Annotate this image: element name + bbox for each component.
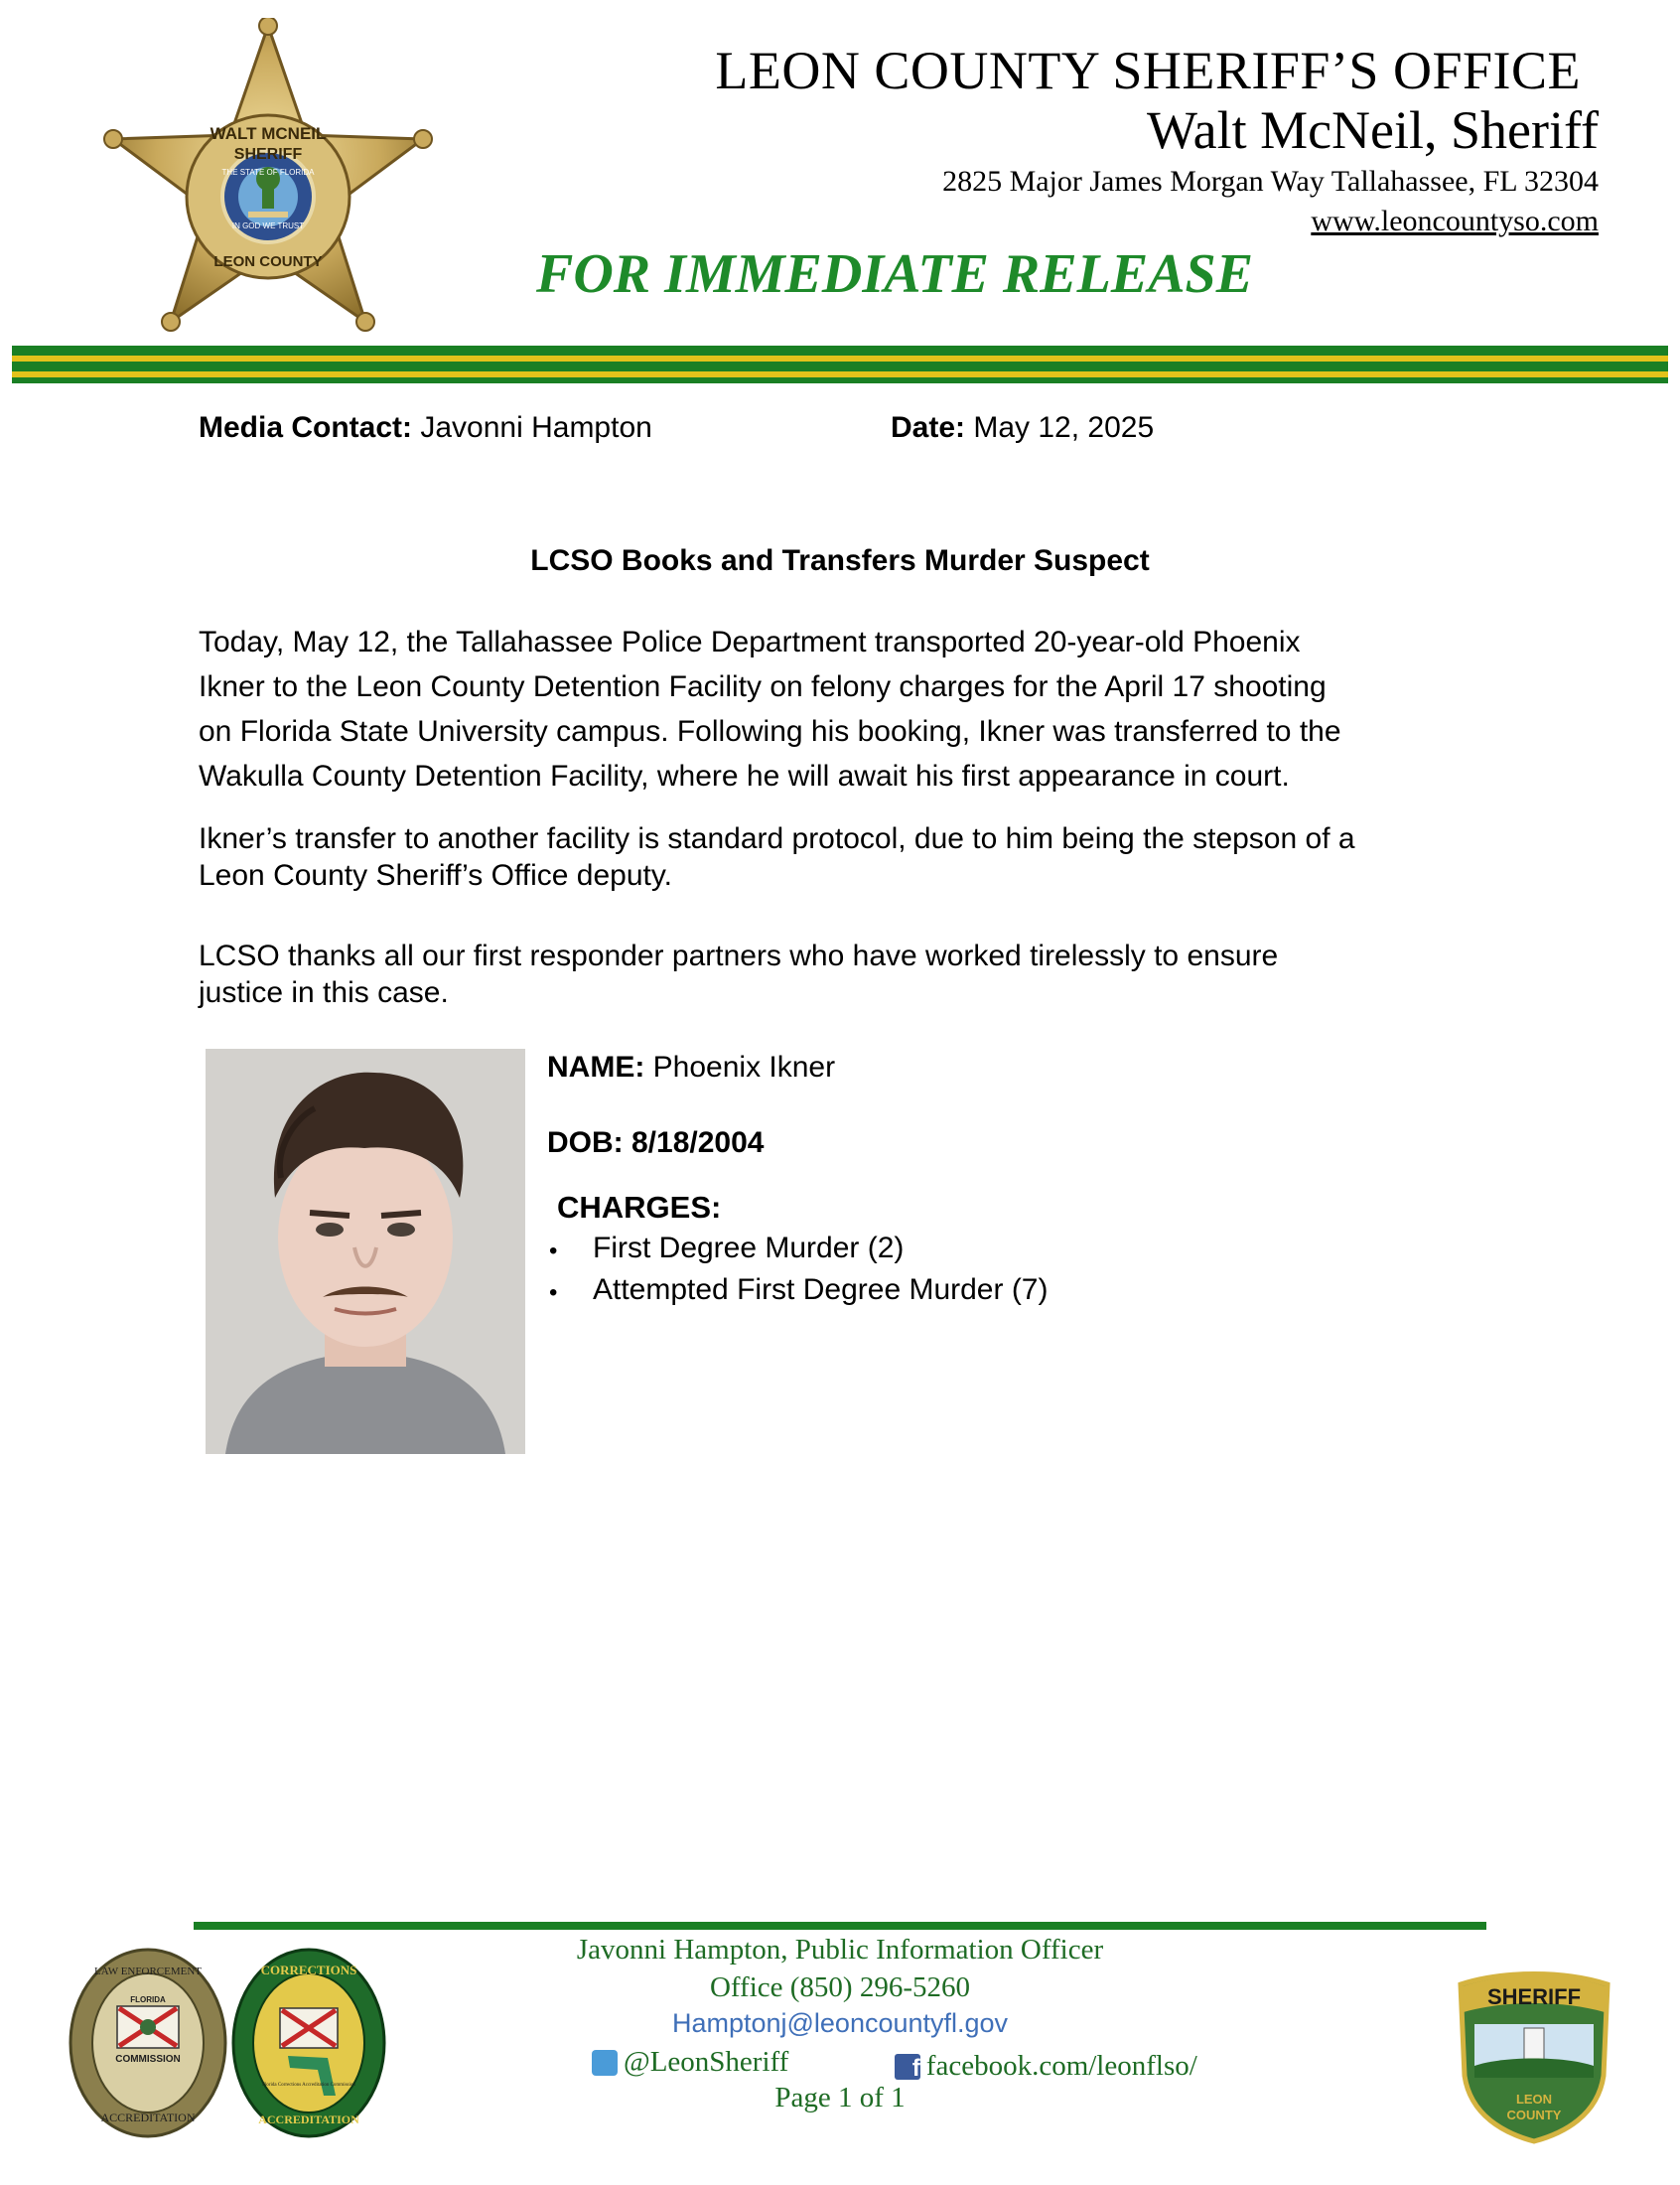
media-contact-value: Javonni Hampton: [412, 411, 652, 444]
bullet-icon: •: [549, 1238, 558, 1264]
facebook-link[interactable]: [895, 2050, 1197, 2083]
paragraph-line: Today, May 12, the Tallahassee Police Department transported 20-year-old Phoenix: [199, 626, 1301, 658]
release-date: [891, 411, 1154, 445]
list-item: [547, 1232, 1048, 1273]
bullet-icon: •: [549, 1279, 558, 1306]
release-banner: FOR IMMEDIATE RELEASE: [536, 243, 1254, 305]
date-value: May 12, 2025: [965, 411, 1155, 444]
twitter-icon: [592, 2050, 618, 2076]
footer-email-link[interactable]: Hamptonj@leoncountyfl.gov: [671, 2008, 1009, 2038]
seal3-bottom2-text: COUNTY: [1506, 2108, 1562, 2122]
media-contact-label: Media Contact:: [199, 411, 413, 444]
paragraph-line: LCSO thanks all our first responder partners who have worked tirelessly to ensure: [199, 940, 1279, 972]
paragraph-line: justice in this case.: [199, 976, 449, 1009]
sheriff-star-badge-icon: [99, 18, 437, 346]
suspect-photo: [206, 1049, 525, 1454]
facebook-url: facebook.com/leonflso/: [925, 2050, 1197, 2082]
badge-text-bottom: LEON COUNTY: [213, 253, 323, 270]
charge-text: First Degree Murder (2): [593, 1232, 905, 1264]
name-label: NAME:: [547, 1051, 645, 1084]
footer-social: [592, 2046, 1197, 2084]
twitter-link[interactable]: [592, 2046, 788, 2079]
paragraph-1: [199, 620, 1489, 799]
leon-county-sheriff-shield: [1455, 1966, 1613, 2145]
office-title: LEON COUNTY SHERIFF’S OFFICE: [715, 41, 1581, 100]
seal2-mid-text: Florida Corrections Accreditation Commission: [262, 2083, 355, 2088]
website-link[interactable]: www.leoncountyso.com: [1311, 205, 1599, 237]
media-contact: [199, 411, 652, 445]
badge-motto: IN GOD WE TRUST: [231, 221, 305, 230]
facebook-icon: f: [895, 2054, 920, 2080]
badge-text-mid: SHERIFF: [233, 146, 303, 163]
seal3-top-text: SHERIFF: [1486, 1984, 1582, 2009]
seal2-bottom-text: ACCREDITATION: [258, 2112, 359, 2126]
twitter-handle: @LeonSheriff: [624, 2046, 789, 2078]
header-stripe: [12, 346, 1668, 383]
charge-text: Attempted First Degree Murder (7): [593, 1273, 1049, 1306]
dob-value: 8/18/2004: [631, 1126, 765, 1159]
date-label: Date:: [891, 411, 966, 444]
seal1-label-text: COMMISSION: [115, 2054, 181, 2065]
seal1-mid-text: FLORIDA: [130, 1995, 166, 2004]
paragraph-3: [199, 938, 1489, 1011]
name-value: Phoenix Ikner: [644, 1051, 836, 1084]
suspect-dob: [547, 1126, 764, 1160]
paragraph-2: [199, 820, 1489, 894]
charges-list: [547, 1232, 1048, 1315]
seal1-bottom-text: ACCREDITATION: [100, 2111, 196, 2124]
list-item: [547, 1273, 1048, 1315]
paragraph-line: on Florida State University campus. Following his booking, Ikner was transferred to the: [199, 715, 1341, 748]
paragraph-line: Wakulla County Detention Facility, where he will await his first appearance in court.: [199, 760, 1290, 793]
paragraph-line: Ikner’s transfer to another facility is standard protocol, due to him being the stepson of a: [199, 822, 1355, 855]
sheriff-name: Walt McNeil, Sheriff: [1146, 100, 1599, 160]
paragraph-line: Ikner to the Leon County Detention Facility on felony charges for the April 17 shooting: [199, 670, 1327, 703]
article-headline: LCSO Books and Transfers Murder Suspect: [530, 544, 1150, 577]
page-number: Page 1 of 1: [774, 2082, 906, 2113]
footer-officer: Javonni Hampton, Public Information Officer: [576, 1934, 1104, 1966]
charges-heading: CHARGES:: [557, 1190, 722, 1225]
dob-label: DOB:: [547, 1126, 631, 1159]
seal3-bottom1-text: LEON: [1515, 2092, 1553, 2107]
seal1-top-text: LAW ENFORCEMENT: [94, 1966, 202, 1977]
office-address: 2825 Major James Morgan Way Tallahassee, FL 32304: [942, 165, 1599, 198]
badge-text-top: WALT MCNEIL: [210, 124, 327, 143]
footer-divider: [194, 1922, 1486, 1930]
badge-seal-text: THE STATE OF FLORIDA: [221, 168, 315, 177]
paragraph-line: Leon County Sheriff’s Office deputy.: [199, 859, 672, 892]
suspect-name: [547, 1051, 835, 1085]
seal2-top-text: CORRECTIONS: [260, 1963, 357, 1977]
footer-phone: Office (850) 296-5260: [709, 1971, 970, 2003]
